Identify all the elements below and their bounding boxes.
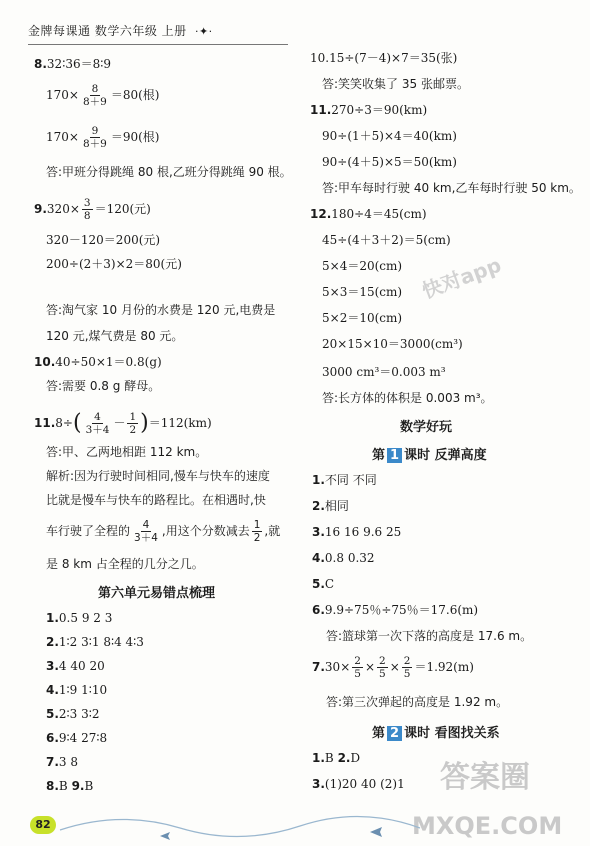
fun-math-title: 数学好玩 [400,420,453,435]
page-header [28,22,213,39]
q11-answer: 答:甲、乙两地相距 112 km。 [46,445,208,459]
l1-item-2: 2.相同 [312,499,349,513]
q11-explanation-4: 是 8 km 占全程的几分之几。 [46,557,204,571]
r-q12-line5: 5×2＝10(cm) [322,311,403,325]
q10-answer: 答:需要 0.8 g 酵母。 [46,379,161,393]
err-item-3: 3.4 40 20 [46,659,105,673]
q11-explanation-3: 车行驶了全程的 $\frac{4}{3+4}$ ,用这个分数减去 $\frac{1}{2}$ ,就 [46,519,281,544]
l1-item-6: 6.9.9÷75％÷75％＝17.6(m) [312,603,479,617]
q9-answer-1: 答:淘气家 10 月份的水费是 120 元,电费是 [46,303,276,317]
q11-line1: 11.8÷( $\frac{4}{3+4}$ － $\frac{1}{2}$ )＝112(km) [34,410,212,436]
q9-line2: 320－120＝200(元) [46,233,161,247]
l1-item-3: 3.16 16 9.6 25 [312,525,402,539]
q8-answer: 答:甲班分得跳绳 80 根,乙班分得跳绳 90 根。 [46,165,292,179]
r-q11-answer: 答:甲车每时行驶 40 km,乙车每时行驶 50 km。 [322,181,581,195]
err-item-4: 4.1∶9 1∶10 [46,683,108,697]
l1-item-7-answer: 答:第三次弹起的高度是 1.92 m。 [326,695,509,709]
header-divider [28,44,288,45]
r-q12-line2: 45÷(4＋3＋2)＝5(cm) [322,233,451,247]
q11-explanation-1: 解析:因为行驶时间相同,慢车与快车的速度 [46,469,270,483]
r-q12-line4: 5×3＝15(cm) [322,285,403,299]
r-q10-line1: 10.15÷(7－4)×7＝35(张) [310,51,458,65]
r-q12-answer: 答:长方体的体积是 0.003 m³。 [322,391,493,405]
err-item-5: 5.2∶3 3∶2 [46,707,100,721]
err-item-2: 2.1∶2 3∶1 8∶4 4∶3 [46,635,144,649]
watermark-bottom: MXQE.COM [412,812,563,840]
q9-line1: 9.320× $\frac{3}{8}$ ＝120(元) [34,197,151,222]
l2-item-1-2: 1.B 2.D [312,751,361,765]
q9-answer-2: 120 元,煤气费是 80 元。 [46,329,184,343]
r-q12-line7: 3000 cm³＝0.003 m³ [322,365,446,379]
lesson-1-title: 第 1 课时 反弹高度 [372,448,487,463]
l1-item-4: 4.0.8 0.32 [312,551,375,565]
l2-item-3: 3.(1)20 40 (2)1 [312,777,405,791]
r-q11-line1: 11.270÷3＝90(km) [310,103,428,117]
r-q12-line6: 20×15×10＝3000(cm³) [322,337,463,351]
l1-item-1: 1.不同 不同 [312,473,377,487]
err-item-7: 7.3 8 [46,755,79,769]
watermark-logo: 答案圈 [440,760,530,795]
r-q11-line2: 90÷(1＋5)×4＝40(km) [322,129,457,143]
r-q12-line1: 12.180÷4＝45(cm) [310,207,427,221]
l1-item-7: 7.30× $\frac{2}{5}$ × $\frac{2}{5}$ × $\frac{2}{5}$ ＝1.92(m) [312,655,474,680]
l1-item-6-answer: 答:篮球第一次下落的高度是 17.6 m。 [326,629,533,643]
r-q12-line3: 5×4＝20(cm) [322,259,403,273]
err-item-1: 1.0.5 9 2 3 [46,611,113,625]
q8-line3: 170× $\frac{9}{8+9}$ ＝90(根) [46,125,160,150]
footer-wave-decoration [0,800,590,846]
q11-explanation-2: 比就是慢车与快车的路程比。在相遇时,快 [46,493,266,507]
q10-line1: 10.40÷50×1＝0.8(g) [34,355,162,369]
r-q11-line3: 90÷(4＋5)×5＝50(km) [322,155,457,169]
section-title-unit6: 第六单元易错点梳理 [98,586,216,601]
watermark-top: 快对app [418,252,505,304]
lesson-2-title: 第 2 课时 看图找关系 [372,726,500,741]
l1-item-5: 5.C [312,577,335,591]
q8-line1: 8.32∶36＝8∶9 [34,57,111,71]
q8-line2: 170× $\frac{8}{8+9}$ ＝80(根) [46,83,160,108]
page-number: 82 [30,816,56,834]
err-item-6: 6.9∶4 27∶8 [46,731,108,745]
r-q10-answer: 答:笑笑收集了 35 张邮票。 [322,77,469,91]
err-item-8-9: 8.B 9.B [46,779,94,793]
star-icon: ·✦· [194,25,213,38]
q9-line3: 200÷(2＋3)×2＝80(元) [46,257,182,271]
header-title: 金牌每课通 数学六年级 上册 [28,24,187,38]
